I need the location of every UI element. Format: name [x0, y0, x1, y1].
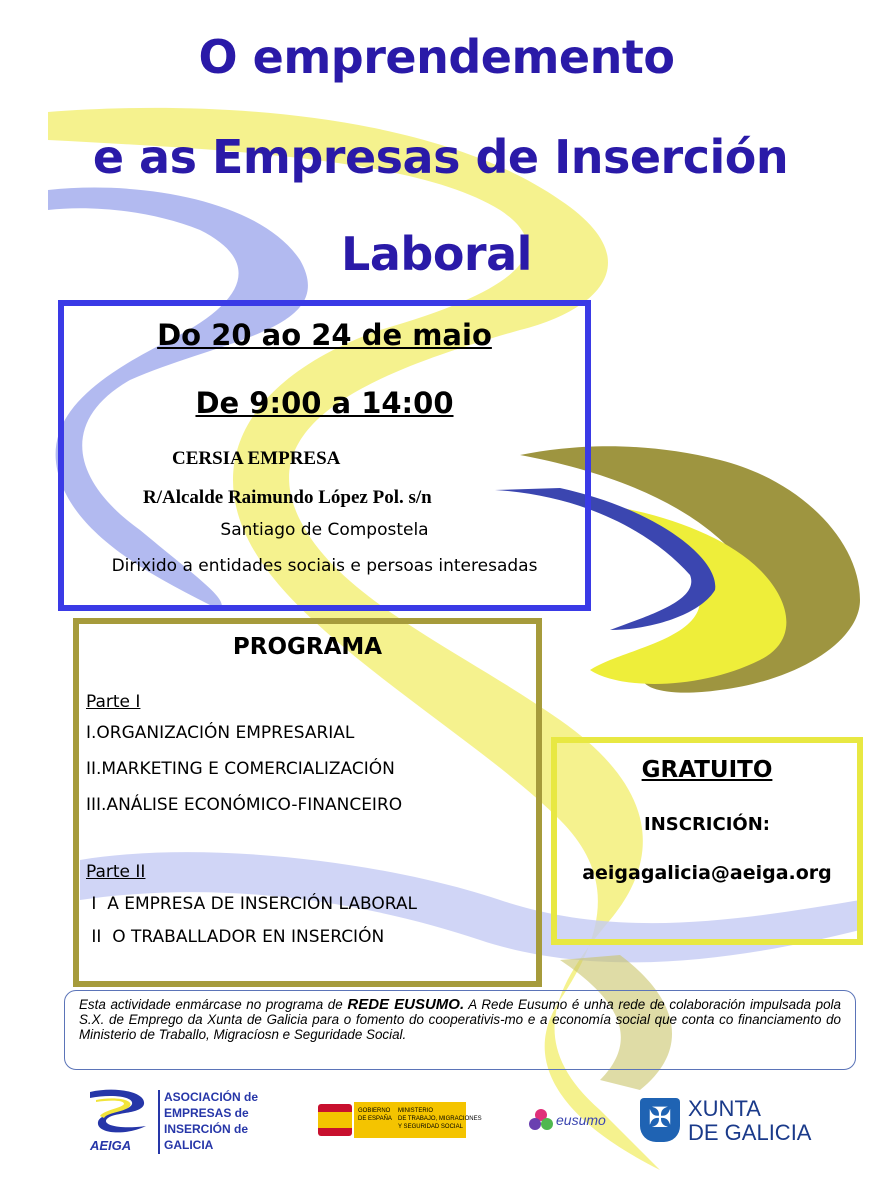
event-address: R/Alcalde Raimundo López Pol. s/n [143, 487, 432, 508]
gob-text-2: DE ESPAÑA [358, 1116, 392, 1122]
program-heading: PROGRAMA [232, 634, 383, 660]
aeiga-divider [158, 1090, 160, 1154]
event-dates: Do 20 ao 24 de maio [157, 318, 492, 352]
program-part1-item: I.ORGANIZACIÓN EMPRESARIAL [86, 723, 355, 743]
program-part2-label: Parte II [86, 862, 146, 882]
registration-label: INSCRICIÓN: [644, 814, 770, 835]
note-text-before: Esta actividade enmárcase no programa de [79, 997, 348, 1012]
event-venue: CERSIA EMPRESA [172, 448, 341, 469]
registration-email-link[interactable]: aeigagalicia@aeiga.org [582, 862, 832, 884]
program-part1-item: II.MARKETING E COMERCIALIZACIÓN [86, 759, 395, 779]
note-program-name: REDE EUSUMO. [347, 996, 465, 1013]
free-label: GRATUITO [641, 757, 773, 783]
gobierno-ministerio-logo [314, 1100, 504, 1140]
title-line-1: O emprendemento [198, 30, 675, 84]
aeiga-text-3: INSERCIÓN de [164, 1122, 249, 1136]
aeiga-logo [84, 1086, 274, 1156]
aeiga-swoosh-icon [86, 1086, 156, 1138]
program-part2-item: II O TRABALLADOR EN INSERCIÓN [86, 927, 385, 947]
min-text-3: Y SEGURIDAD SOCIAL [398, 1124, 463, 1130]
aeiga-text-4: GALICIA [164, 1138, 214, 1152]
xunta-text-2: DE GALICIA [688, 1120, 812, 1145]
eusumo-flower-icon [528, 1108, 554, 1134]
spain-coat-of-arms-icon [318, 1104, 352, 1136]
xunta-text-1: XUNTA [688, 1096, 761, 1121]
aeiga-text-1: ASOCIACIÓN de [164, 1090, 259, 1104]
aeiga-text-2: EMPRESAS de [164, 1106, 249, 1120]
aeiga-name: AEIGA [90, 1138, 132, 1153]
event-city: Santiago de Compostela [220, 520, 429, 540]
eusumo-note [64, 990, 856, 1070]
note-text-after: A Rede Eusumo é unha rede de colaboración impulsada pola S.X. de Emprego da Xunta de Galicia para o fomento do cooperativis-mo e a economía social que conta co financiamento do Ministerio de Traballo, Migracíosn e Seguridade Social. [79, 997, 841, 1042]
title-line-2: e as Empresas de Inserción [92, 130, 789, 184]
event-audience: Dirixido a entidades sociais e persoas interesadas [111, 556, 538, 576]
min-text-1: MINISTERIO [398, 1108, 434, 1114]
event-hours: De 9:00 a 14:00 [195, 386, 454, 420]
eusumo-logo [528, 1104, 618, 1140]
xunta-logo [640, 1096, 820, 1146]
program-part1-item: III.ANÁLISE ECONÓMICO-FINANCEIRO [86, 795, 403, 815]
eusumo-name: eusumo [556, 1112, 606, 1128]
program-part2-item: I A EMPRESA DE INSERCIÓN LABORAL [86, 894, 417, 914]
title-line-3: Laboral [341, 227, 532, 281]
program-part1-label: Parte I [86, 692, 141, 712]
xunta-shield-icon: ✠ [640, 1098, 680, 1142]
min-text-2: DE TRABAJO, MIGRACIONES [398, 1116, 482, 1122]
gob-text-1: GOBIERNO [358, 1108, 391, 1114]
